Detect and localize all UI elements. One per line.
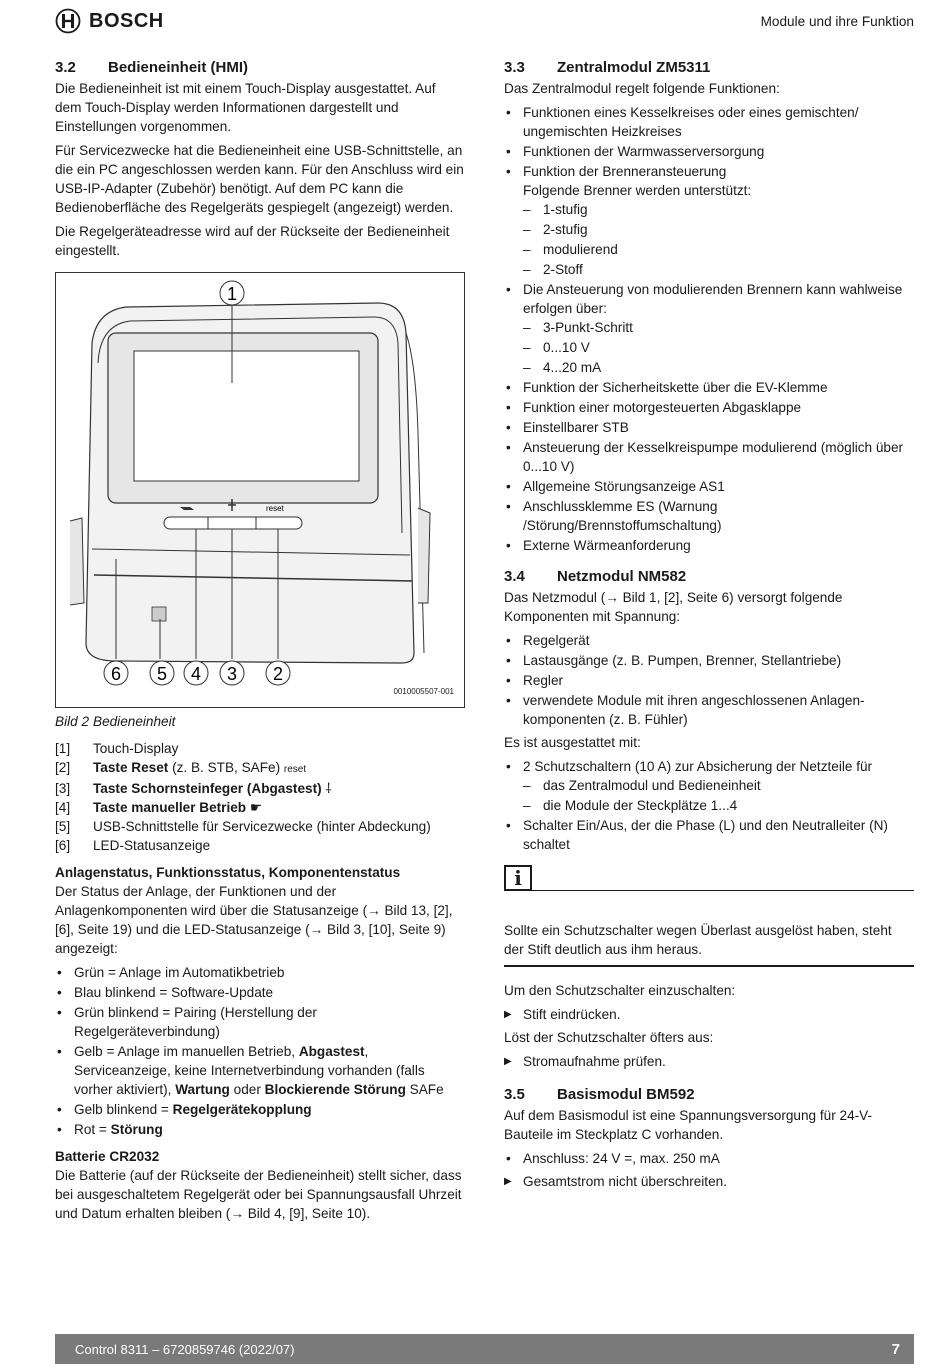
legend-item xyxy=(55,817,465,836)
list-text: • Funktion der Brenneransteuerung xyxy=(523,164,727,179)
list-item: • Lastausgänge (z. B. Pumpen, Brenner, Stellantriebe) xyxy=(504,651,914,670)
legend-key: [1] xyxy=(55,741,71,756)
heading-title: Basismodul BM592 xyxy=(557,1086,695,1103)
paragraph: Auf dem Basismodul ist eine Spannungsversorgung für 24-V-Bauteile im Steckplatz C vorhanden. xyxy=(504,1108,872,1142)
callout-3: 3 xyxy=(226,664,238,684)
sub-item: – die Module der Steckplätze 1...4 xyxy=(523,796,914,815)
list-item: • Anschluss: 24 V =, max. 250 mA xyxy=(504,1149,914,1168)
legend-text: LED-Statusanzeige xyxy=(93,838,211,853)
step-list xyxy=(504,1005,914,1024)
equip-sub-list xyxy=(523,776,914,815)
list-item xyxy=(55,1042,465,1099)
heading-number: 3.5 xyxy=(504,1086,525,1103)
paragraph: Der Status der Anlage, der Funktionen und der Anlagenkomponenten wird über die Statusanzeige (→ Bild 13, [2], [6], Seite 19) und die LED-Statusanzeige (→ Bild 3, [10], Seite 9) angezeigt: xyxy=(55,884,453,956)
sub-item: – modulierend xyxy=(523,240,914,259)
legend-item xyxy=(55,798,465,817)
legend-item xyxy=(55,739,465,758)
callout-5: 5 xyxy=(156,664,168,684)
sub-item: – 1-stufig xyxy=(523,200,914,219)
caption-number: Bild 2 xyxy=(55,714,90,729)
list-bold: Wartung xyxy=(175,1082,230,1097)
list-text: • Die Ansteuerung von modulierenden Brennern kann wahlweise erfolgen über: xyxy=(523,282,903,316)
legend-key: [3] xyxy=(55,781,71,796)
left-column xyxy=(55,58,465,1228)
list-item: • Externe Wärmeanforderung xyxy=(504,536,914,555)
list-item xyxy=(55,983,465,1002)
step-list xyxy=(504,1052,914,1071)
legend-item xyxy=(55,779,465,798)
heading-title: Netzmodul NM582 xyxy=(557,568,687,585)
paragraph: Das Netzmodul (→ Bild 1, [2], Seite 6) versorgt folgende Komponenten mit Spannung: xyxy=(504,590,843,624)
list-text: Gelb = Anlage im manuellen Betrieb, xyxy=(74,1044,299,1059)
paragraph: Um den Schutzschalter einzuschalten: xyxy=(504,983,736,998)
figure-hmi xyxy=(55,272,465,708)
legend-bold: Taste manueller Betrieb xyxy=(93,800,247,815)
list-item: • Allgemeine Störungsanzeige AS1 xyxy=(504,477,914,496)
paragraph: Die Batterie (auf der Rückseite der Bedieneinheit) stellt sicher, dass bei ausgeschaltetem Regelgerät oder bei Spannungsausfall Uhrzeit und Datum erhalten bleiben (→ Bild 4, [9], Seite 10). xyxy=(55,1168,462,1221)
callout-2: 2 xyxy=(272,664,284,684)
info-icon: i xyxy=(504,865,532,891)
list-item: • Regler xyxy=(504,671,914,690)
list-bold: Regelgerätekopplung xyxy=(172,1102,312,1117)
info-notice xyxy=(504,866,914,967)
legend-text: Touch-Display xyxy=(93,741,179,756)
status-list xyxy=(55,963,465,1139)
list-item: • Funktion einer motorgesteuerten Abgasklappe xyxy=(504,398,914,417)
paragraph: Löst der Schutzschalter öfters aus: xyxy=(504,1030,714,1045)
list-text: oder xyxy=(229,1082,265,1097)
chimney-sweep-icon: ⸸ xyxy=(325,781,332,796)
figure-id: 0010005507-001 xyxy=(393,687,454,696)
heading-title: Bedieneinheit (HMI) xyxy=(108,59,249,76)
legend-key: [5] xyxy=(55,819,71,834)
legend-bold: Taste Schornsteinfeger (Abgastest) xyxy=(93,781,322,796)
info-text: Sollte ein Schutzschalter wegen Überlast ausgelöst haben, steht der Stift deutlich aus ihm heraus. xyxy=(504,923,892,957)
list-item xyxy=(55,963,465,982)
figure-caption xyxy=(55,712,465,731)
list-text: Rot = xyxy=(74,1122,111,1137)
legend-text: USB-Schnittstelle für Servicezwecke (hinter Abdeckung) xyxy=(93,819,431,834)
legend-bold: Taste Reset xyxy=(93,760,169,775)
paragraph: Für Servicezwecke hat die Bedieneinheit eine USB-Schnittstelle, an die ein PC angeschlossen werden kann. Für den Anschluss wird ein USB-IP-Adapter (Zubehör) benötigt. Auf dem PC kann die Bedienoberfläche des Regelgeräts gespiegelt (angezeigt) werden. xyxy=(55,143,464,215)
battery-heading: Batterie CR2032 xyxy=(55,1149,160,1164)
legend-key: [4] xyxy=(55,800,71,815)
heading-number: 3.2 xyxy=(55,59,76,76)
caption-text: Bedieneinheit xyxy=(93,714,176,729)
list-item: • Funktionen der Warmwasserversorgung xyxy=(504,142,914,161)
legend-key: [2] xyxy=(55,760,71,775)
list-text: SAFe xyxy=(405,1082,444,1097)
list-text: Grün blinkend = Pairing (Herstellung der Regelgeräteverbindung) xyxy=(74,1005,317,1039)
paragraph: Das Zentralmodul regelt folgende Funktionen: xyxy=(504,81,780,96)
brand-logo xyxy=(55,8,164,34)
list-text: Grün = Anlage im Automatikbetrieb xyxy=(74,965,285,980)
heading-title: Zentralmodul ZM5311 xyxy=(557,59,711,76)
equip-list xyxy=(504,757,914,854)
sub-item: – 4...20 mA xyxy=(523,358,914,377)
section-title: Module und ihre Funktion xyxy=(760,13,914,29)
right-column xyxy=(504,58,914,1192)
list-text: , Serviceanzeige, keine Internetverbindung vorhanden (falls vorher aktiviert), xyxy=(74,1044,425,1097)
list-text: Gelb blinkend = xyxy=(74,1102,173,1117)
callout-4: 4 xyxy=(190,664,202,684)
hmi-illustration xyxy=(56,273,464,707)
heading-number: 3.4 xyxy=(504,568,525,585)
list-item xyxy=(55,1003,465,1041)
list-bold: Blockierende Störung xyxy=(264,1082,406,1097)
supply-list xyxy=(504,631,914,729)
list-item xyxy=(504,162,914,279)
sub-item: – das Zentralmodul und Bedieneinheit xyxy=(523,776,914,795)
sub-item: – 0...10 V xyxy=(523,338,914,357)
footer-doc: Control 8311 – 6720859746 (2022/07) xyxy=(75,1341,295,1357)
manual-hand-icon: ☛ xyxy=(249,800,263,815)
heading-3-3 xyxy=(504,58,914,77)
legend-text: (z. B. STB, SAFe) xyxy=(168,760,281,775)
burner-list xyxy=(523,200,914,279)
list-text: • 2 Schutzschaltern (10 A) zur Absicherung der Netzteile für xyxy=(523,759,873,774)
page-header xyxy=(55,6,914,36)
heading-3-4 xyxy=(504,567,914,586)
page-footer xyxy=(55,1334,914,1364)
paragraph: Die Bedieneinheit ist mit einem Touch-Display ausgestattet. Auf dem Touch-Display werden Informationen dargestellt und Einstellungen vorgenommen. xyxy=(55,81,436,134)
list-item: • Ansteuerung der Kesselkreispumpe modulierend (möglich über 0...10 V) xyxy=(504,438,914,476)
list-text: Blau blinkend = Software-Update xyxy=(74,985,274,1000)
heading-3-2 xyxy=(55,58,465,77)
list-item xyxy=(504,757,914,815)
brand-name: BOSCH xyxy=(89,9,164,32)
list-item: • Funktionen eines Kesselkreises oder eines gemischten/ ungemischten Heizkreises xyxy=(504,103,914,141)
list-item: • Funktion der Sicherheitskette über die EV-Klemme xyxy=(504,378,914,397)
legend-item xyxy=(55,836,465,855)
sub-item: – 2-Stoff xyxy=(523,260,914,279)
legend-key: [6] xyxy=(55,838,71,853)
bosch-armature-icon xyxy=(55,8,81,34)
list-bold: Abgastest xyxy=(298,1044,365,1059)
list-item: • Einstellbarer STB xyxy=(504,418,914,437)
heading-number: 3.3 xyxy=(504,59,525,76)
list-item xyxy=(55,1120,465,1139)
list-item: • Anschlussklemme ES (Warnung /Störung/Brennstoffumschaltung) xyxy=(504,497,914,535)
reset-icon: reset xyxy=(283,764,307,775)
reset-label: reset xyxy=(266,504,284,513)
sub-item: – 2-stufig xyxy=(523,220,914,239)
legend-list xyxy=(55,739,465,855)
list-bold: Störung xyxy=(110,1122,163,1137)
modulating-list xyxy=(523,318,914,377)
list-item: • Schalter Ein/Aus, der die Phase (L) und den Neutralleiter (N) schaltet xyxy=(504,816,914,854)
step-item: ▶ Stromaufnahme prüfen. xyxy=(504,1052,914,1071)
sub-item: – 3-Punkt-Schritt xyxy=(523,318,914,337)
callout-1: 1 xyxy=(226,284,238,304)
step-item: ▶ Gesamtstrom nicht überschreiten. xyxy=(504,1172,914,1191)
paragraph: Es ist ausgestattet mit: xyxy=(504,735,641,750)
paragraph: Die Regelgeräteadresse wird auf der Rückseite der Bedieneinheit eingestellt. xyxy=(55,224,450,258)
callout-6: 6 xyxy=(110,664,122,684)
list-item xyxy=(504,280,914,377)
list-item: • verwendete Module mit ihren angeschlossenen Anlagen-komponenten (z. B. Fühler) xyxy=(504,691,914,729)
list-item xyxy=(55,1100,465,1119)
list-item: • Regelgerät xyxy=(504,631,914,650)
step-item: ▶ Stift eindrücken. xyxy=(504,1005,914,1024)
page-number: 7 xyxy=(891,1340,900,1358)
function-list xyxy=(504,103,914,555)
heading-3-5 xyxy=(504,1085,914,1104)
bm-list xyxy=(504,1149,914,1168)
status-heading: Anlagenstatus, Funktionsstatus, Komponentenstatus xyxy=(55,865,401,880)
legend-item xyxy=(55,758,465,779)
list-note: Folgende Brenner werden unterstützt: xyxy=(523,183,752,198)
step-list xyxy=(504,1172,914,1191)
